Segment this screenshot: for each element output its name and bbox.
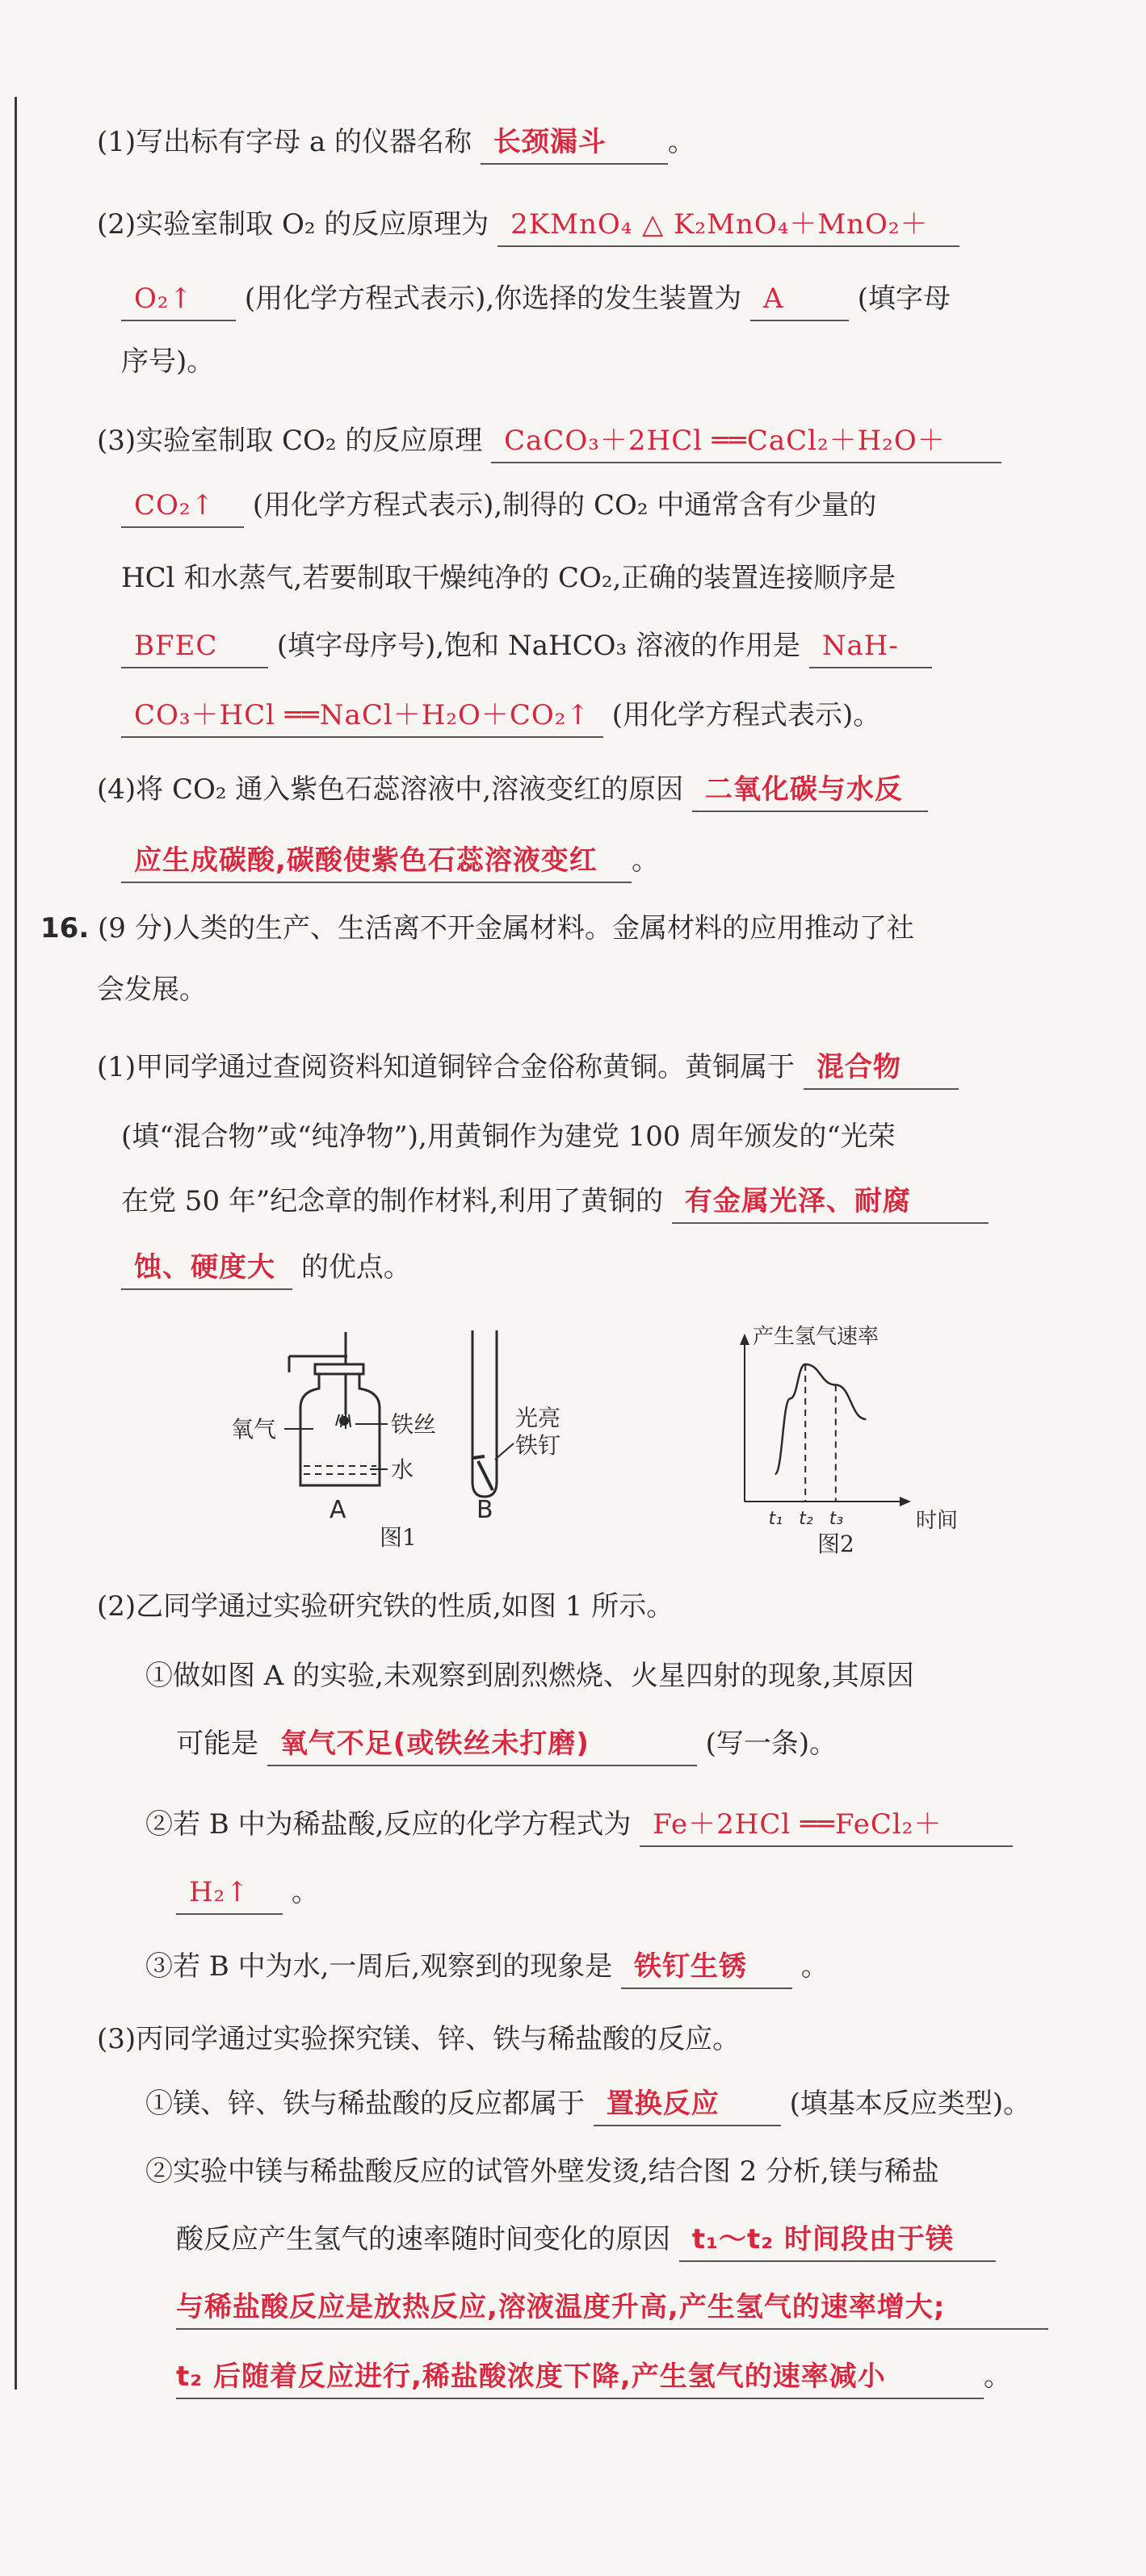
q15-p3-answer-a: CaCO₃＋2HCl ══CaCl₂＋H₂O＋ bbox=[491, 420, 1001, 463]
q16-part2: (2)乙同学通过实验研究铁的性质,如图 1 所示。 bbox=[97, 1590, 674, 1623]
apparatus-A bbox=[231, 1332, 436, 1524]
y-axis-arrow bbox=[740, 1334, 749, 1345]
y-axis-label: 产生氢气速率 bbox=[753, 1325, 879, 1349]
margin-rule bbox=[15, 97, 17, 2390]
q16-part3: (3)丙同学通过实验探究镁、锌、铁与稀盐酸的反应。 bbox=[97, 2023, 741, 2055]
q15-p4-answer-a: 二氧化碳与水反 bbox=[692, 769, 928, 812]
q15-p1-end: 。 bbox=[667, 126, 695, 158]
q15-p3-prompt: (3)实验室制取 CO₂ 的反应原理 bbox=[97, 425, 483, 457]
q16-part3-2-line2 bbox=[176, 2218, 996, 2262]
q16-part2-2-line2 bbox=[176, 1871, 319, 1915]
tick-t3: t₃ bbox=[829, 1509, 844, 1529]
q15-part3-line2 bbox=[121, 484, 876, 528]
q16-p1-tail: 的优点。 bbox=[300, 1251, 411, 1284]
q16-p2-1-answer: 氧气不足(或铁丝未打磨) bbox=[267, 1723, 697, 1766]
q15-part3-line4 bbox=[121, 625, 932, 668]
q15-p2-prompt: (2)实验室制取 O₂ 的反应原理为 bbox=[97, 208, 489, 241]
label-iron-wire: 铁丝 bbox=[391, 1411, 437, 1438]
q16-p2-3-answer: 铁钉生锈 bbox=[621, 1946, 792, 1989]
q15-p2-answer-b: O₂↑ bbox=[121, 278, 236, 321]
label-water: 水 bbox=[391, 1456, 414, 1483]
q15-p2-mid: (用化学方程式表示),你选择的发生装置为 bbox=[244, 283, 742, 315]
q16-p1-answer-c: 蚀、硬度大 bbox=[121, 1246, 292, 1290]
q15-part3-line3: HCl 和水蒸气,若要制取干燥纯净的 CO₂,正确的装置连接顺序是 bbox=[121, 562, 896, 594]
q16-part3-2-line4 bbox=[176, 2356, 1011, 2399]
q15-p3-line4: (填字母序号),饱和 NaHCO₃ 溶液的作用是 bbox=[276, 630, 800, 662]
label-bright: 光亮 bbox=[515, 1405, 561, 1431]
q16-part2-3 bbox=[145, 1946, 829, 1989]
q15-p3-answer-b: CO₂↑ bbox=[121, 484, 244, 528]
q15-p3-answer-c: BFEC bbox=[121, 625, 268, 668]
q16-p2-3a: ③若 B 中为水,一周后,观察到的现象是 bbox=[145, 1950, 613, 1983]
q16-p3-2-end: 。 bbox=[984, 2360, 1011, 2393]
q16-intro-b: 会发展。 bbox=[97, 974, 207, 1006]
q16-part2-2 bbox=[145, 1803, 1013, 1847]
figure-2-chart bbox=[727, 1316, 1001, 1558]
q16-p2-3-end: 。 bbox=[800, 1950, 829, 1983]
q16-part1-line4 bbox=[121, 1246, 411, 1290]
q16-intro-a: (9 分)人类的生产、生活离不开金属材料。金属材料的应用推动了社 bbox=[98, 912, 915, 945]
tick-t1: t₁ bbox=[768, 1509, 783, 1529]
q16-p1-answer-b: 有金属光泽、耐腐 bbox=[672, 1180, 989, 1224]
label-B: B bbox=[476, 1496, 493, 1524]
q15-part3-line5 bbox=[121, 694, 880, 738]
q16-p2-2a: ②若 B 中为稀盐酸,反应的化学方程式为 bbox=[145, 1808, 632, 1841]
q15-part2-line3: 序号)。 bbox=[121, 346, 215, 378]
q16-p2-1b: 可能是 bbox=[176, 1728, 258, 1760]
q16-number: 16. bbox=[40, 912, 90, 945]
q16-p2-2-end: 。 bbox=[291, 1876, 319, 1908]
q15-p3-answer-d: NaH- bbox=[809, 625, 932, 668]
q15-part2 bbox=[97, 203, 959, 247]
q16-p1-prompt: (1)甲同学通过查阅资料知道铜锌合金俗称黄铜。黄铜属于 bbox=[97, 1051, 795, 1083]
q15-p4-end: 。 bbox=[632, 844, 659, 877]
q15-p4-answer-b: 应生成碳酸,碳酸使紫色石蕊溶液变红 bbox=[121, 840, 632, 883]
q15-p2-tail: (填字母 bbox=[857, 283, 951, 315]
q16-p3-2-answer-a: t₁～t₂ 时间段由于镁 bbox=[679, 2218, 996, 2262]
q16-part3-1 bbox=[145, 2083, 1031, 2126]
label-nail: 铁钉 bbox=[515, 1432, 561, 1459]
q16-p3-2-answer-c: t₂ 后随着反应进行,稀盐酸浓度下降,产生氢气的速率减小 bbox=[176, 2356, 984, 2399]
figure-1 bbox=[226, 1324, 565, 1550]
q16-p2-2-answer-a: Fe＋2HCl ══FeCl₂＋ bbox=[640, 1803, 1013, 1847]
q15-p3-answer-e: CO₃＋HCl ══NaCl＋H₂O＋CO₂↑ bbox=[121, 694, 603, 738]
q15-p2-answer-a: 2KMnO₄ △ K₂MnO₄＋MnO₂＋ bbox=[497, 203, 959, 247]
q16-intro bbox=[40, 907, 914, 949]
q16-part1-line3 bbox=[121, 1180, 989, 1224]
apparatus-B bbox=[472, 1330, 560, 1524]
q16-part3-2: ②实验中镁与稀盐酸反应的试管外壁发烫,结合图 2 分析,镁与稀盐 bbox=[145, 2155, 939, 2188]
q16-p1-line3: 在党 50 年”纪念章的制作材料,利用了黄铜的 bbox=[121, 1185, 664, 1217]
q16-p3-1-tail: (填基本反应类型)。 bbox=[789, 2088, 1031, 2120]
q16-p3-1-answer: 置换反应 bbox=[594, 2083, 781, 2126]
q15-part4-line2 bbox=[121, 840, 659, 883]
figure2-caption: 图2 bbox=[817, 1531, 854, 1557]
q15-p3-line5-tail: (用化学方程式表示)。 bbox=[611, 699, 881, 731]
q15-part3 bbox=[97, 420, 1001, 463]
q16-p3-2-answer-b: 与稀盐酸反应是放热反应,溶液温度升高,产生氢气的速率增大; bbox=[176, 2286, 1048, 2330]
q15-p1-prompt: (1)写出标有字母 a 的仪器名称 bbox=[97, 126, 472, 158]
q15-part2-line2 bbox=[121, 278, 951, 321]
q15-p2-answer-c: A bbox=[750, 278, 849, 321]
q16-part3-2-line3 bbox=[176, 2286, 1048, 2330]
label-A: A bbox=[330, 1496, 346, 1524]
x-axis-label: 时间 bbox=[916, 1509, 959, 1533]
rate-curve bbox=[775, 1364, 867, 1474]
q16-p3-1a: ①镁、锌、铁与稀盐酸的反应都属于 bbox=[145, 2088, 585, 2120]
q15-part4 bbox=[97, 769, 928, 812]
q16-p2-1-tail: (写一条)。 bbox=[705, 1728, 837, 1760]
q15-p1-answer: 长颈漏斗 bbox=[481, 121, 668, 165]
figure1-caption: 图1 bbox=[380, 1524, 417, 1550]
q16-p3-2b: 酸反应产生氢气的速率随时间变化的原因 bbox=[176, 2223, 670, 2256]
label-oxygen: 氧气 bbox=[231, 1416, 277, 1443]
x-axis-arrow bbox=[900, 1497, 911, 1506]
q15-p4-prompt: (4)将 CO₂ 通入紫色石蕊溶液中,溶液变红的原因 bbox=[97, 773, 684, 806]
q16-part2-1: ①做如图 A 的实验,未观察到剧烈燃烧、火星四射的现象,其原因 bbox=[145, 1660, 914, 1692]
tick-t2: t₂ bbox=[799, 1509, 813, 1529]
q16-part1 bbox=[97, 1046, 959, 1090]
q15-part1 bbox=[97, 121, 695, 165]
q16-part2-1-line2 bbox=[176, 1723, 837, 1766]
q16-p1-answer: 混合物 bbox=[804, 1046, 959, 1090]
q16-part1-line2: (填“混合物”或“纯净物”),用黄铜作为建党 100 周年颁发的“光荣 bbox=[121, 1120, 896, 1153]
q16-p2-2-answer-b: H₂↑ bbox=[176, 1871, 283, 1915]
q15-p3-line2: (用化学方程式表示),制得的 CO₂ 中通常含有少量的 bbox=[252, 489, 877, 521]
